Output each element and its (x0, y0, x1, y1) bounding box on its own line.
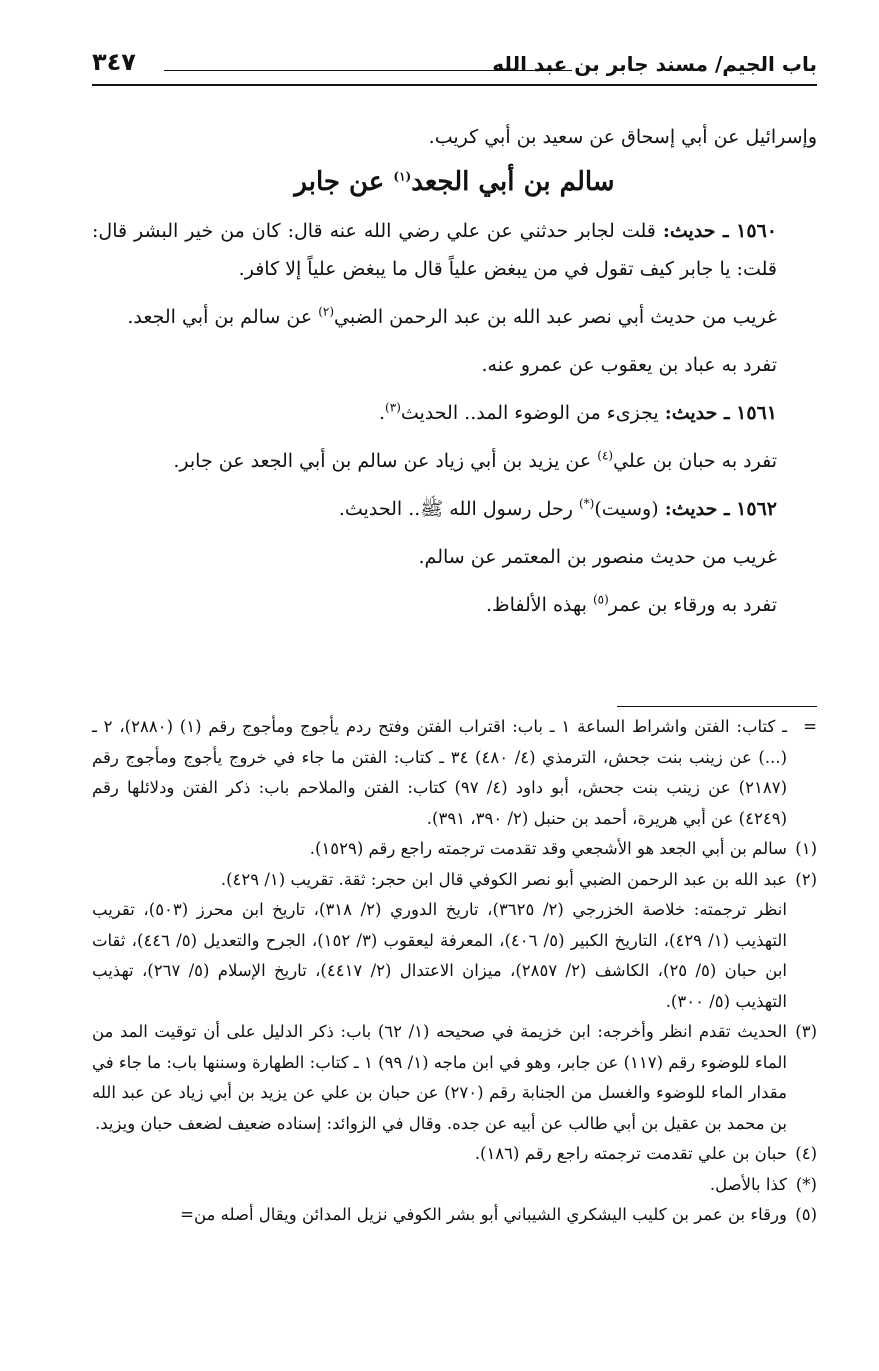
footnote-text: كذا بالأصل. (709, 1174, 787, 1194)
tafarrad-note-1: تفرد به عباد بن يعقوب عن عمرو عنه. (481, 354, 777, 376)
footnote-ref: (٥) (592, 592, 609, 607)
hadith-1560 (92, 212, 817, 288)
footnote-2 (92, 865, 817, 896)
intro-line: وإسرائيل عن أبي إسحاق عن سعيد بن أبي كريب. (428, 126, 817, 148)
footnote-mark: (٣) (795, 1022, 817, 1041)
header-rule (164, 70, 572, 71)
header-title: باب الجيم/ مسند جابر بن عبد الله (492, 52, 817, 76)
footnote-text: الحديث تقدم انظر وأخرجه: ابن خزيمة في صحيحه (١/ ٦٢) باب: ذكر الدليل على أن توقيت المد من الماء للوضوء رقم (١١٧) عن جابر، وهو في ابن ماجه (١/ ٩٩) ١ ـ كتاب: الطهارة وسننها باب: ما جاء في مقدار الماء للوضوء والغسل من الجنابة رقم (٢٧٠) عن حبان بن علي عن يزيد بن أبي زياد عن عبد الله بن محمد بن عقيل بن أبي طالب عن أبيه عن جده. وقال في الزوائد: إسناده ضعيف لضعف حبان ويزيد. (92, 1022, 787, 1133)
tafarrad-note-2 (92, 442, 817, 480)
hadith-number: ١٥٦١ ـ حديث: (664, 402, 777, 424)
footnote-ref: (١) (393, 169, 412, 184)
gharib-note-2: غريب من حديث منصور بن المعتمر عن سالم. (418, 546, 777, 568)
footnote-3 (92, 1017, 817, 1139)
paragraph-text: بهذه الألفاظ. (486, 594, 593, 616)
footnote-text: عبد الله بن عبد الرحمن الضبي أبو نصر الكوفي قال ابن حجر: ثقة. تقريب (١/ ٤٢٩). (220, 869, 787, 889)
hadith-number: ١٥٦٢ ـ حديث: (664, 498, 777, 520)
paragraph-text: تفرد به ورقاء بن عمر (608, 594, 777, 616)
footnote-4 (92, 1139, 817, 1170)
gharib-note-1 (92, 298, 817, 336)
heading-text-end: عن جابر (294, 167, 394, 197)
paragraph-text: تفرد به حبان بن علي (613, 450, 777, 472)
footnote-mark: (٥) (795, 1205, 817, 1224)
footnote-mark: (٢) (795, 869, 817, 889)
hadith-text: يجزىء من الوضوء المد.. الحديث (400, 402, 665, 424)
hadith-text-end: . (379, 402, 386, 424)
footnote-mark: (*) (795, 1174, 817, 1194)
footnote-continued (92, 712, 817, 834)
footnote-text: ورقاء بن عمر بن كليب اليشكري الشيباني أبو بشر الكوفي نزيل المدائن ويقال أصله من= (180, 1205, 787, 1224)
hadith-text: قلت لجابر حدثني عن علي رضي الله عنه قال: كان من خير البشر قال: قلت: يا جابر كيف تقول في من يبغض علياً قال ما يبغض علياً إلا كافر. (92, 220, 777, 280)
main-text (92, 118, 817, 624)
hadith-number: ١٥٦٠ ـ حديث: (662, 220, 777, 242)
section-heading (92, 162, 817, 202)
footnote-separator (617, 706, 817, 707)
footnote-1 (92, 834, 817, 865)
page-number: ٣٤٧ (92, 48, 136, 76)
footnote-text: ـ كتاب: الفتن واشراط الساعة ١ ـ باب: اقتراب الفتن وفتح ردم يأجوج ومأجوج رقم (١) (٢٨٨٠)، ٢ ـ (...) عن زينب بنت جحش، الترمذي (٤/ ٤٨٠) ٣٤ ـ كتاب: الفتن ما جاء في خروج يأجوج ومأجوج رقم (٢١٨٧) عن زينب بنت جحش، أبو داود (٤/ ٩٧) كتاب: الفتن والملاحم باب: ذكر الفتن ودلائلها رقم (٤٢٤٩) عن أبي هريرة، أحمد بن حنبل (٢/ ٣٩٠، ٣٩١). (92, 717, 788, 828)
footnote-ref: (٢) (318, 304, 335, 319)
footnote-text: سالم بن أبي الجعد هو الأشجعي وقد تقدمت ترجمته راجع رقم (١٥٢٩). (309, 839, 787, 858)
footnote-mark: (١) (795, 839, 817, 858)
paragraph-text: عن سالم بن أبي الجعد. (127, 306, 319, 328)
footnote-ref: (*) (578, 496, 595, 511)
footnote-mark: = (803, 717, 817, 736)
footnote-mark: (٤) (795, 1144, 817, 1163)
footnote-2-sources: انظر ترجمته: خلاصة الخزرجي (٢/ ٣٦٢٥)، تاريخ الدوري (٢/ ٣١٨)، تاريخ ابن محرز (٥٠٣)، تقريب التهذيب (١/ ٤٢٩)، التاريخ الكبير (٥/ ٤٠٦)، المعرفة ليعقوب (٣/ ١٥٢)، الجرح والتعديل (٥/ ٤٤٦)، ثقات ابن حبان (٥/ ٢٥)، الكاشف (٢/ ٢٨٥٧)، ميزان الاعتدال (٢/ ٤٤١٧)، تاريخ الإسلام (٥/ ٢٦٧)، تهذيب التهذيب (٥/ ٣٠٠). (92, 900, 787, 1011)
paragraph-text: عن يزيد بن أبي زياد عن سالم بن أبي الجعد عن جابر. (173, 450, 598, 472)
hadith-text-end: رحل رسول الله ﷺ.. الحديث. (338, 498, 579, 520)
running-header (92, 48, 817, 86)
heading-text: سالم بن أبي الجعد (411, 167, 615, 197)
footnote-ref: (٤) (597, 448, 614, 463)
hadith-1562 (92, 490, 817, 528)
footnote-star (92, 1170, 817, 1201)
footnotes (92, 712, 817, 1231)
paragraph-text: غريب من حديث أبي نصر عبد الله بن عبد الرحمن الضبي (334, 306, 777, 328)
hadith-text: (وسيت) (594, 498, 665, 520)
footnote-text: حبان بن علي تقدمت ترجمته راجع رقم (١٨٦). (474, 1144, 787, 1163)
footnote-5 (92, 1200, 817, 1231)
footnote-ref: (٣) (385, 400, 401, 415)
hadith-1561 (92, 394, 817, 432)
tafarrad-note-3 (92, 586, 817, 624)
